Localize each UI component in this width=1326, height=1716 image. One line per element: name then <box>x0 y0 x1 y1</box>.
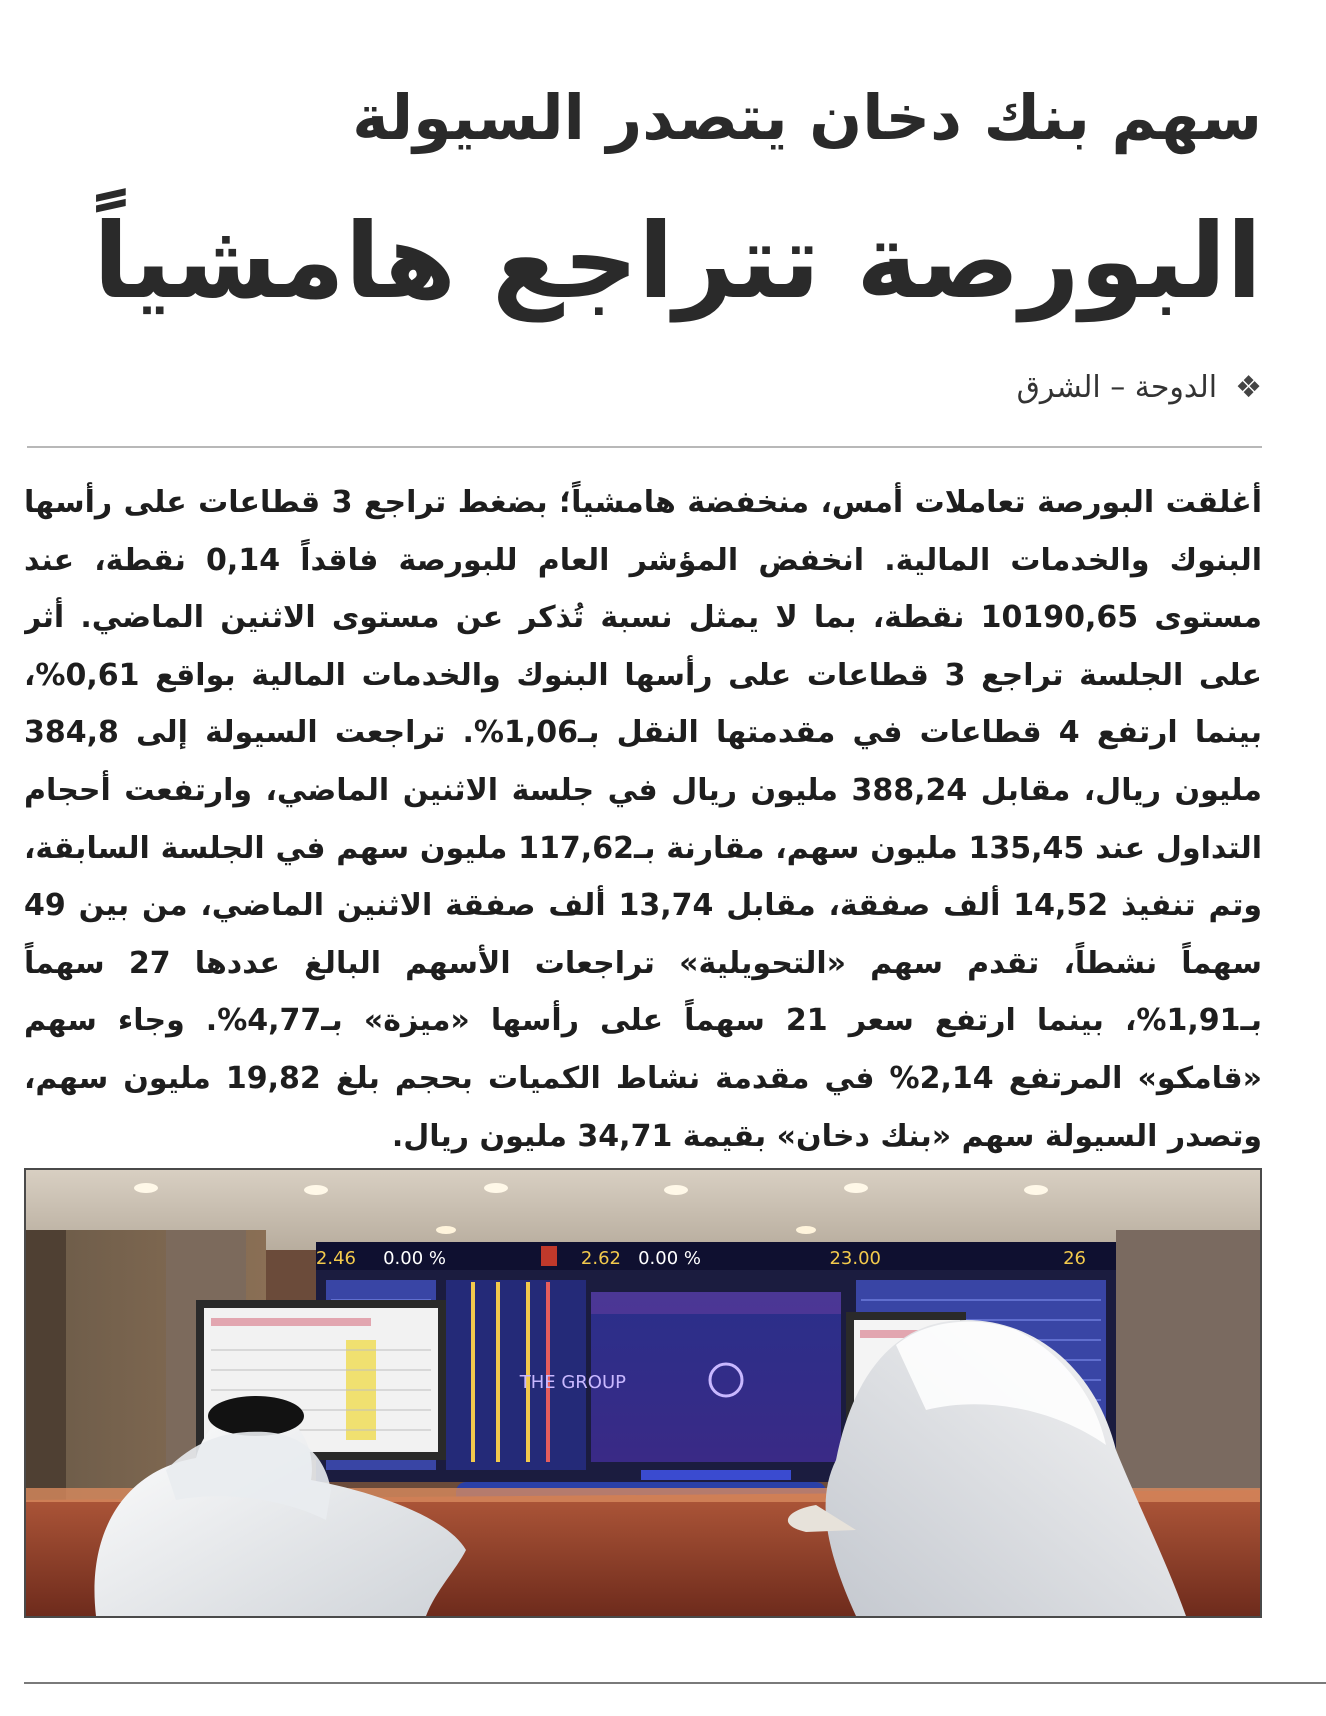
article-dateline <box>24 368 1262 408</box>
divider-bottom <box>24 1682 1326 1684</box>
ticker-4-value: 26 <box>1063 1248 1086 1269</box>
photo-illustration <box>26 1170 1260 1616</box>
ticker-2-change: % 0.00 <box>638 1248 701 1269</box>
divider-top <box>27 446 1262 448</box>
article-headline: البورصة تتراجع هامشياً <box>93 200 1262 322</box>
trading-floor-photo <box>24 1168 1262 1618</box>
ticker-1-value: 2.46 <box>315 1248 356 1269</box>
board-center-logo: THE GROUP <box>519 1372 626 1393</box>
dateline-text: الدوحة – الشرق <box>1016 370 1218 405</box>
ticker-1-change: % 0.00 <box>383 1248 446 1269</box>
article-body: أغلقت البورصة تعاملات أمس، منخفضة هامشياً؛ بضغط تراجع 3 قطاعات على رأسها البنوك والخدمات المالية. انخفض المؤشر العام للبورصة فاقداً 0,14 نقطة، عند مستوى 10190,65 نقطة، بما لا يمثل نسبة تُذكر عن مستوى الاثنين الماضي. أثر على الجلسة تراجع 3 قطاعات على رأسها البنوك والخدمات المالية بواقع 0,61%، بينما ارتفع 4 قطاعات في مقدمتها النقل بـ1,06%. تراجعت السيولة إلى 384,8 مليون ريال، مقابل 388,24 مليون ريال في جلسة الاثنين الماضي، وارتفعت أحجام التداول عند 135,45 مليون سهم، مقارنة بـ117,62 مليون سهم في الجلسة السابقة، وتم تنفيذ 14,52 ألف صفقة، مقابل 13,74 ألف صفقة الاثنين الماضي، من بين 49 سهماً نشطاً، تقدم سهم «التحويلية» تراجعات الأسهم البالغ عددها 27 سهماً بـ1,91%، بينما ارتفع سعر 21 سهماً على رأسها «ميزة» بـ4,77%. وجاء سهم «قامكو» المرتفع 2,14% في مقدمة نشاط الكميات بحجم بلغ 19,82 مليون سهم، وتصدر السيولة سهم «بنك دخان» بقيمة 34,71 مليون ريال. <box>24 485 1262 1154</box>
article-kicker: سهم بنك دخان يتصدر السيولة <box>352 81 1262 154</box>
ticker-2-value: 2.62 <box>580 1248 621 1269</box>
four-diamonds-bullet-icon: ❖ <box>1235 370 1262 405</box>
ticker-3-value: 23.00 <box>829 1248 881 1269</box>
newspaper-page <box>24 0 1262 1716</box>
